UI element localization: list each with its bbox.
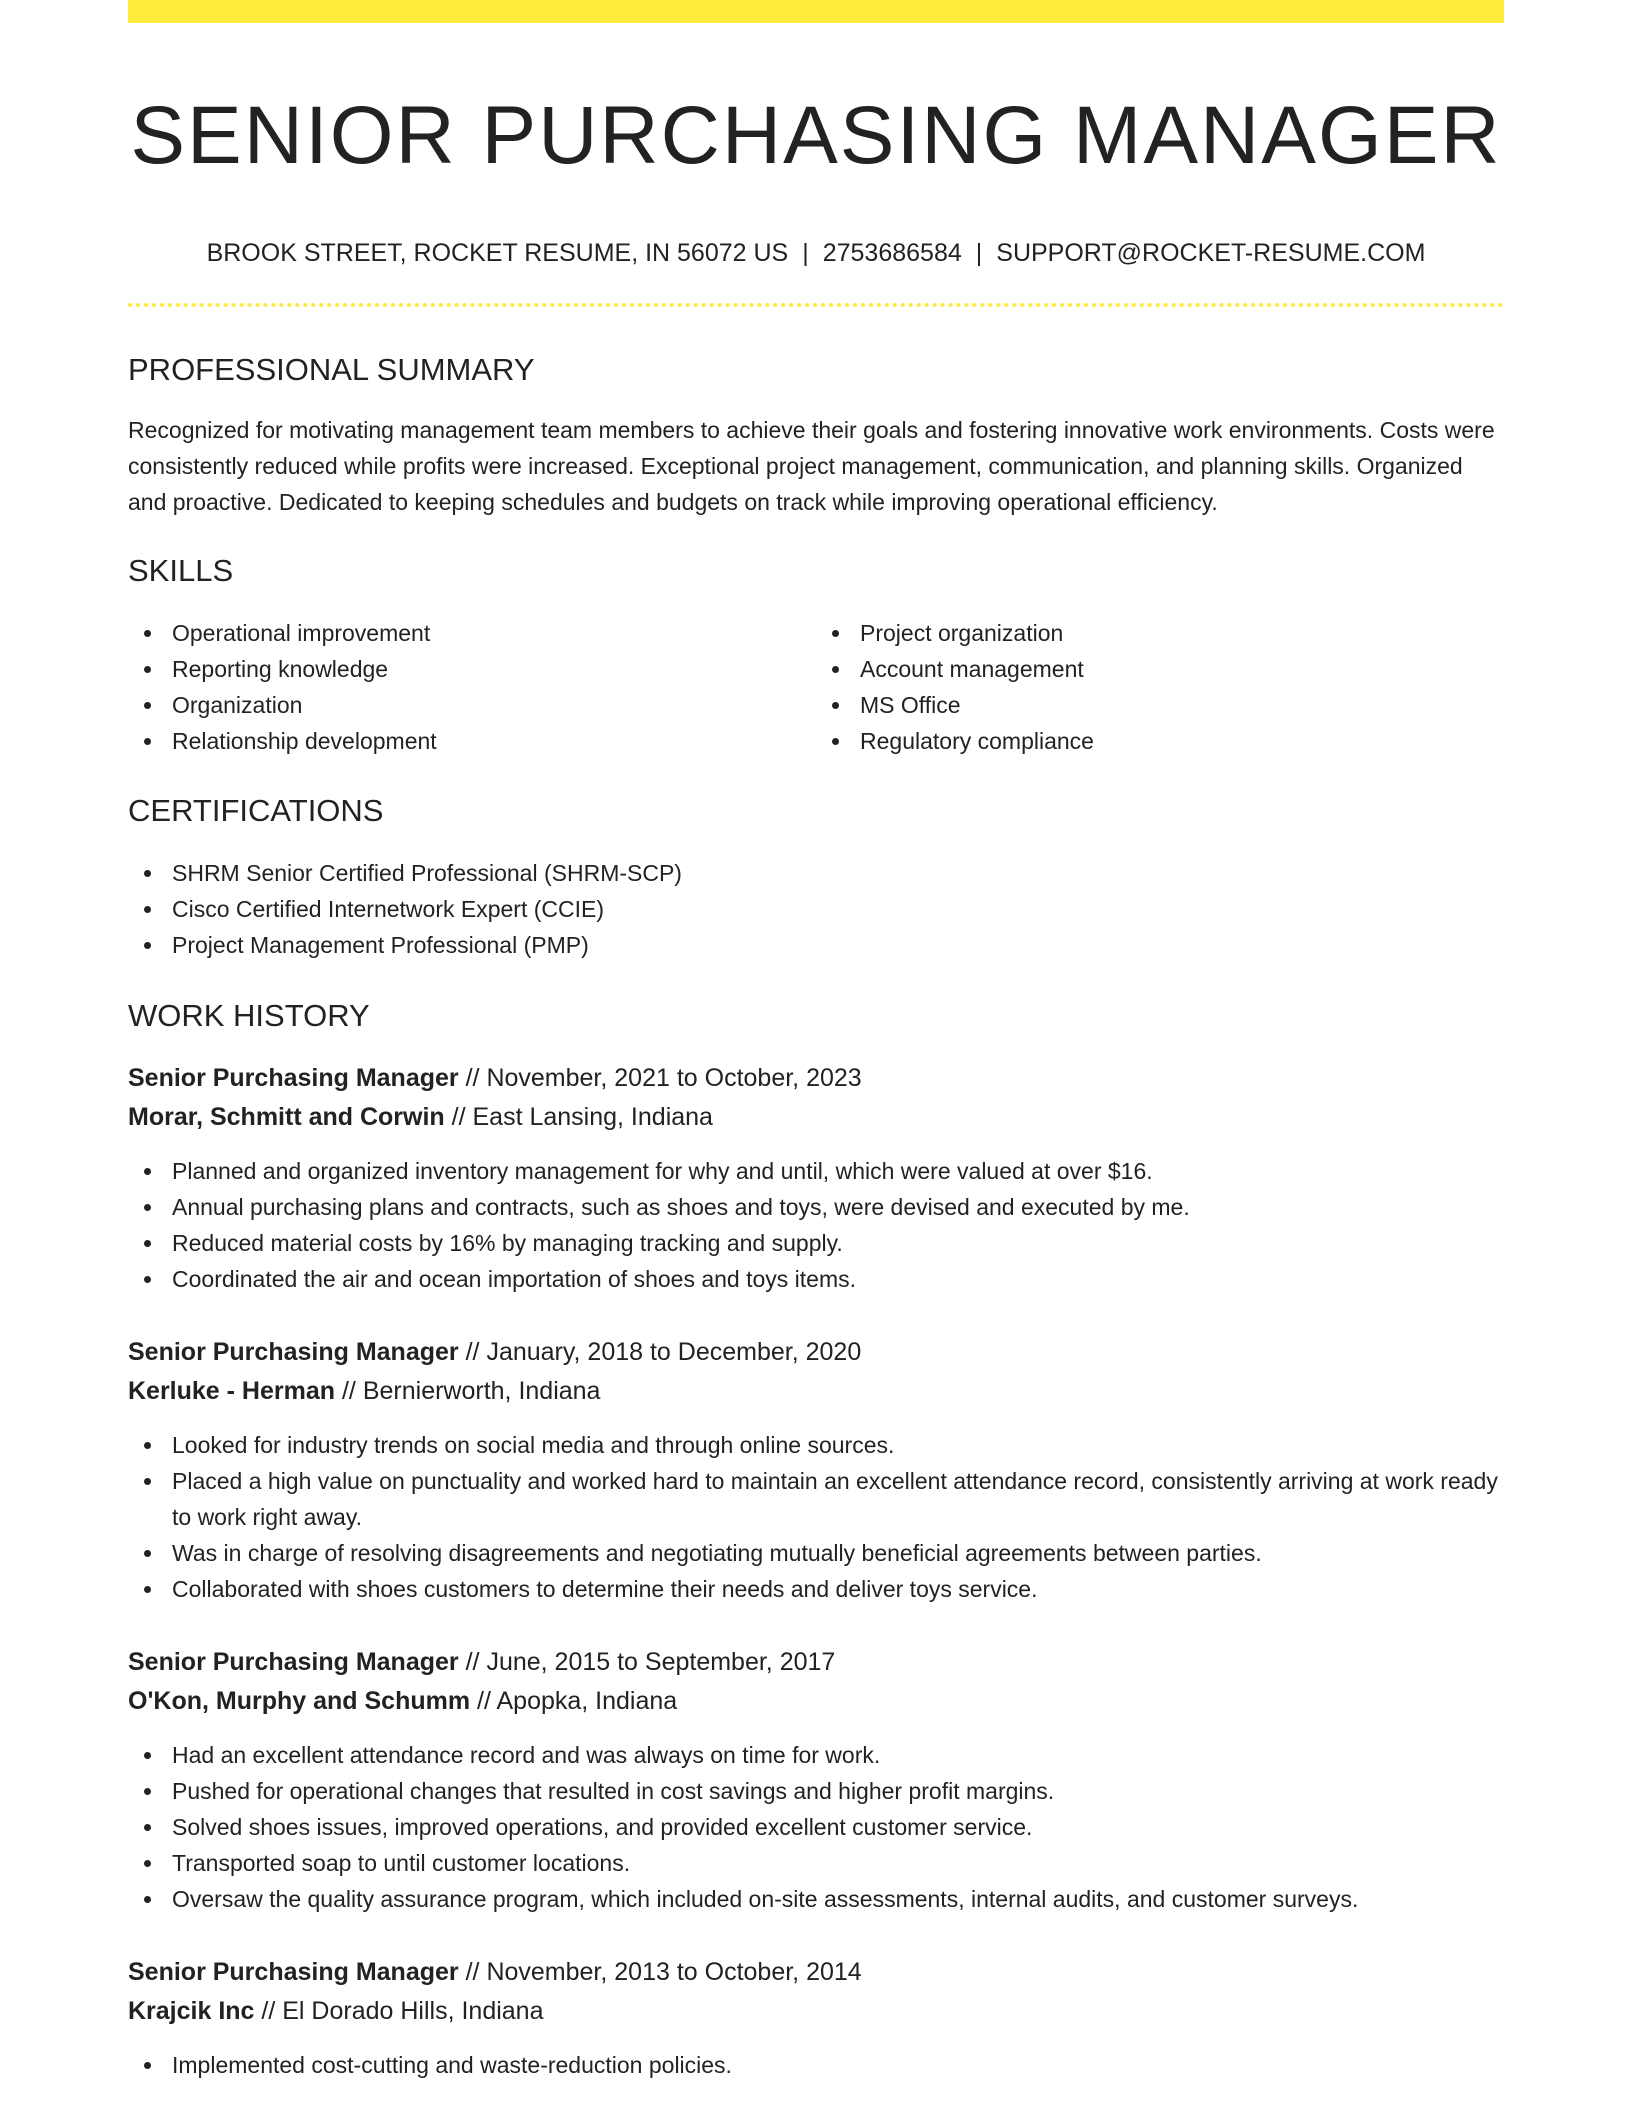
skills-grid bbox=[128, 615, 1504, 759]
job-title-line bbox=[128, 1953, 1504, 1992]
job-location: East Lansing, Indiana bbox=[472, 1103, 713, 1131]
job-dates: January, 2018 to December, 2020 bbox=[486, 1338, 862, 1366]
skill-item: Project organization bbox=[816, 615, 1504, 651]
job-separator: // bbox=[444, 1103, 473, 1131]
job-location: Bernierworth, Indiana bbox=[362, 1377, 601, 1405]
certification-item: SHRM Senior Certified Professional (SHRM-SCP) bbox=[128, 855, 1504, 891]
job-bullet: Transported soap to until customer locations. bbox=[128, 1845, 1504, 1881]
work-history-heading: WORK HISTORY bbox=[128, 998, 370, 1033]
job-company: Krajcik Inc bbox=[128, 1997, 255, 2025]
certifications-list bbox=[128, 855, 1504, 963]
job-dates: November, 2013 to October, 2014 bbox=[486, 1958, 862, 1986]
certification-item: Project Management Professional (PMP) bbox=[128, 927, 1504, 963]
job-company: Kerluke - Herman bbox=[128, 1377, 336, 1405]
job-bullet-list bbox=[128, 2047, 1504, 2083]
job-bullet: Oversaw the quality assurance program, which included on-site assessments, internal audits, and customer surveys. bbox=[128, 1881, 1504, 1917]
job-bullet: Collaborated with shoes customers to determine their needs and deliver toys service. bbox=[128, 1571, 1504, 1607]
skill-item: Organization bbox=[128, 687, 816, 723]
job-location: El Dorado Hills, Indiana bbox=[282, 1997, 544, 2025]
contact-email: SUPPORT@ROCKET-RESUME.COM bbox=[996, 239, 1426, 267]
job-title-line bbox=[128, 1333, 1504, 1372]
job-title-line bbox=[128, 1059, 1504, 1098]
skill-item: Regulatory compliance bbox=[816, 723, 1504, 759]
job-location: Apopka, Indiana bbox=[496, 1687, 678, 1715]
job-title: Senior Purchasing Manager bbox=[128, 1338, 459, 1366]
job-separator: // bbox=[254, 1997, 283, 2025]
contact-phone: 2753686584 bbox=[822, 239, 962, 267]
job-entry bbox=[128, 1953, 1504, 2083]
job-entry bbox=[128, 1059, 1504, 1297]
summary-text: Recognized for motivating management team members to achieve their goals and fostering innovative work environments. Costs were consistently reduced while profits were increased. Exceptional project management, communication, and planning skills. Organized and proactive. Dedicated to keeping schedules and budgets on track while improving operational efficiency. bbox=[128, 417, 1495, 515]
resume-title: SENIOR PURCHASING MANAGER bbox=[130, 90, 1502, 181]
skill-item: Reporting knowledge bbox=[128, 651, 816, 687]
contact-address: BROOK STREET, ROCKET RESUME, IN 56072 US bbox=[206, 239, 789, 267]
job-bullet-list bbox=[128, 1153, 1504, 1297]
contact-separator: | bbox=[975, 239, 983, 267]
job-bullet: Solved shoes issues, improved operations, and provided excellent customer service. bbox=[128, 1809, 1504, 1845]
job-bullet: Had an excellent attendance record and was always on time for work. bbox=[128, 1737, 1504, 1773]
top-accent-bar bbox=[128, 0, 1504, 23]
job-bullet: Coordinated the air and ocean importation of shoes and toys items. bbox=[128, 1261, 1504, 1297]
job-company-line bbox=[128, 1098, 1504, 1137]
job-company-line bbox=[128, 1372, 1504, 1411]
job-bullet: Reduced material costs by 16% by managing tracking and supply. bbox=[128, 1225, 1504, 1261]
dotted-divider bbox=[128, 303, 1504, 307]
skill-item: Operational improvement bbox=[128, 615, 816, 651]
job-dates: June, 2015 to September, 2017 bbox=[486, 1648, 836, 1676]
job-entry bbox=[128, 1333, 1504, 1607]
job-title: Senior Purchasing Manager bbox=[128, 1064, 459, 1092]
skills-heading: SKILLS bbox=[128, 553, 234, 588]
job-title: Senior Purchasing Manager bbox=[128, 1648, 459, 1676]
job-bullet: Implemented cost-cutting and waste-reduction policies. bbox=[128, 2047, 1504, 2083]
job-bullet: Pushed for operational changes that resulted in cost savings and higher profit margins. bbox=[128, 1773, 1504, 1809]
job-bullet: Planned and organized inventory management for why and until, which were valued at over $16. bbox=[128, 1153, 1504, 1189]
resume-page bbox=[128, 0, 1504, 2083]
job-entry bbox=[128, 1643, 1504, 1917]
job-title-line bbox=[128, 1643, 1504, 1682]
job-separator: // bbox=[458, 1338, 487, 1366]
skill-item: MS Office bbox=[816, 687, 1504, 723]
job-bullet: Was in charge of resolving disagreements and negotiating mutually beneficial agreements between parties. bbox=[128, 1535, 1504, 1571]
contact-line bbox=[128, 238, 1504, 268]
job-separator: // bbox=[458, 1648, 487, 1676]
certifications-heading: CERTIFICATIONS bbox=[128, 793, 384, 828]
skill-item: Account management bbox=[816, 651, 1504, 687]
contact-separator: | bbox=[802, 239, 809, 267]
job-company: O'Kon, Murphy and Schumm bbox=[128, 1687, 471, 1715]
job-separator: // bbox=[458, 1064, 487, 1092]
skill-item: Relationship development bbox=[128, 723, 816, 759]
job-company-line bbox=[128, 1682, 1504, 1721]
job-bullet-list bbox=[128, 1427, 1504, 1607]
job-bullet-list bbox=[128, 1737, 1504, 1917]
certification-item: Cisco Certified Internetwork Expert (CCIE) bbox=[128, 891, 1504, 927]
skills-column-left bbox=[128, 615, 816, 759]
job-separator: // bbox=[335, 1377, 363, 1405]
job-company: Morar, Schmitt and Corwin bbox=[128, 1103, 445, 1131]
job-company-line bbox=[128, 1992, 1504, 2031]
job-bullet: Placed a high value on punctuality and worked hard to maintain an excellent attendance record, consistently arriving at work ready to work right away. bbox=[128, 1463, 1504, 1535]
job-dates: November, 2021 to October, 2023 bbox=[486, 1064, 862, 1092]
job-separator: // bbox=[470, 1687, 497, 1715]
job-separator: // bbox=[458, 1958, 487, 1986]
job-bullet: Annual purchasing plans and contracts, such as shoes and toys, were devised and executed by me. bbox=[128, 1189, 1504, 1225]
job-bullet: Looked for industry trends on social media and through online sources. bbox=[128, 1427, 1504, 1463]
summary-heading: PROFESSIONAL SUMMARY bbox=[128, 352, 535, 387]
job-title: Senior Purchasing Manager bbox=[128, 1958, 459, 1986]
skills-column-right bbox=[816, 615, 1504, 759]
